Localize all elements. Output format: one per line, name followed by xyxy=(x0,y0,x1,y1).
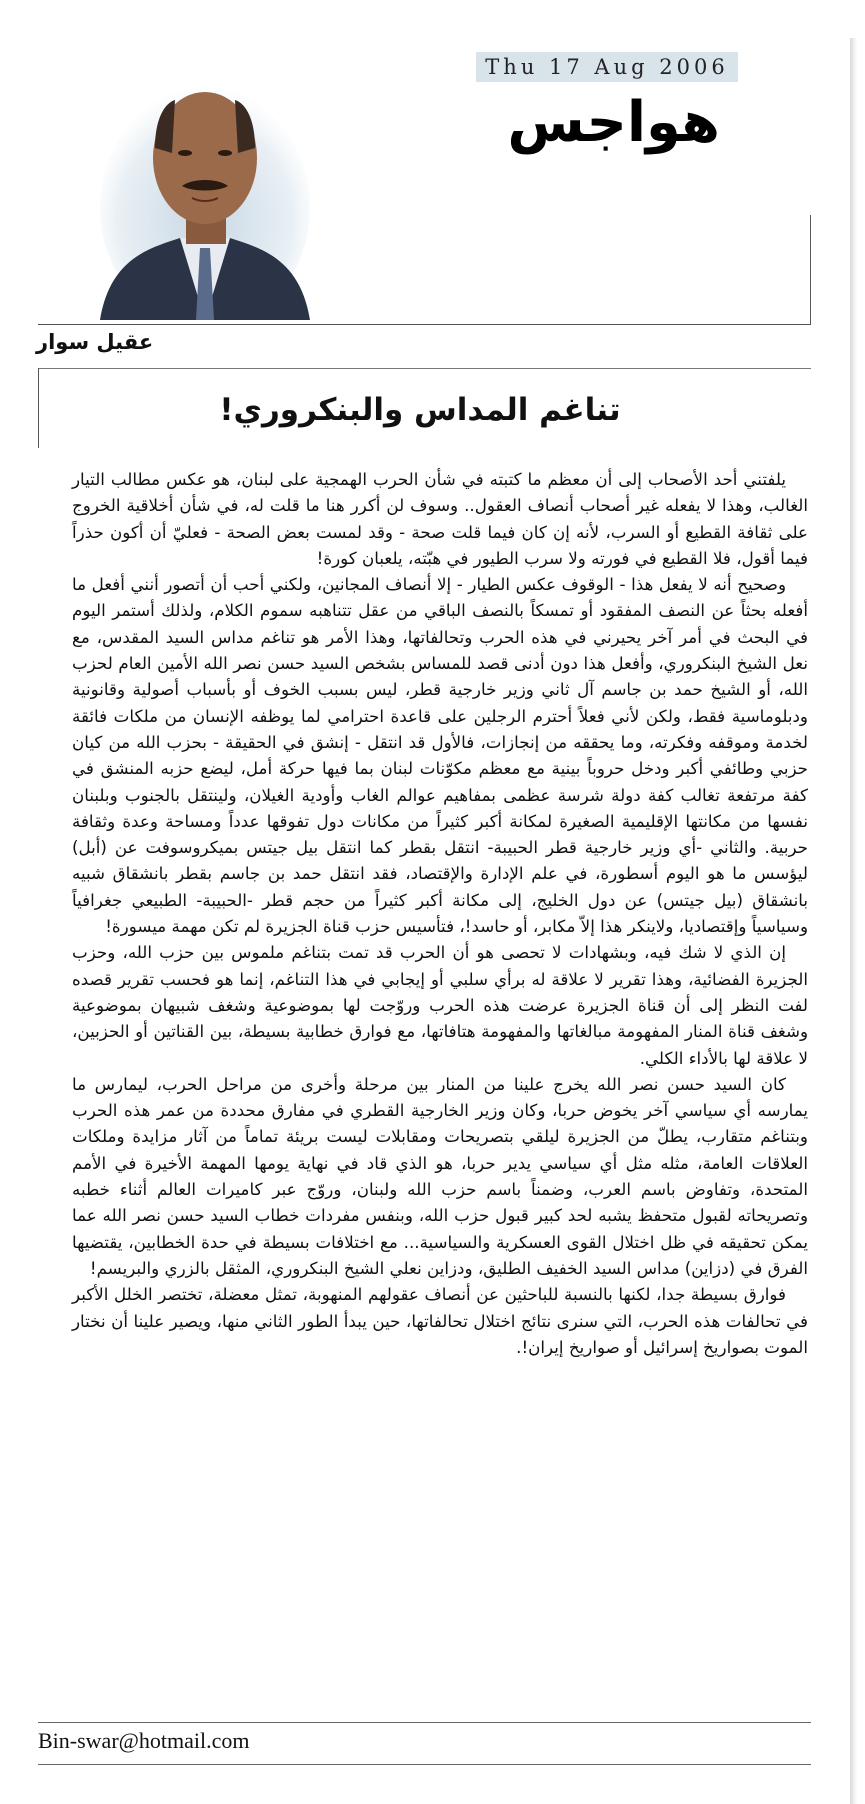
article-paragraph: فوارق بسيطة جدا، لكنها بالنسبة للباحثين عن أنصاف عقولهم المنهوبة، تمثل معضلة، تختصر الخلل الأكبر في تحالفات هذه الحرب، التي سنرى نتائج اختلال تحالفاتها، حين يبدأ الطور الثاني منها، ويصير علينا أن نختار الموت بصواريخ إسرائيل أو صواريخ إيران!. xyxy=(72,1284,808,1357)
author-email: Bin-swar@hotmail.com xyxy=(38,1728,250,1753)
article-body xyxy=(72,466,808,1360)
article-headline: تناغم المداس والبنكروري! xyxy=(219,392,621,428)
publication-date: Thu 17 Aug 2006 xyxy=(476,52,738,82)
header-frame-line xyxy=(810,215,811,325)
article-paragraph: وصحيح أنه لا يفعل هذا - الوقوف عكس الطيار - إلا أنصاف المجانين، ولكني أحب أن أتصور أنني أفعل ما أفعله بحثاً عن النصف المفقود أو تمسكاً بالنصف الباقي من عقل تتناهبه سموم الكلام، ولذلك أستمر اليوم في البحث في أمر آخر يحيرني في هذه الحرب وتحالفاتها، وهذا الأمر هو تناغم مداس السيد المقدس، مع نعل الشيخ البنكروري، وأفعل هذا دون أدنى قصد للمساس بشخص السيد حسن نصر الله الأمين العام لحزب الله، أو الشيخ حمد بن جاسم آل ثاني وزير خارجية قطر، ليس بسبب الخوف أو بأسباب أصولية وقانونية ودبلوماسية فقط، ولكن لأني فعلاً أحترم الرجلين على قاعدة احترامي لما يوظفه الإنسان من ملكات فائقة لخدمة وموقفه وفكرته، وما يحققه من إنجازات، فالأول قد انتقل - إنشق في الحقيقة - بحزب الله من كيان حزبي وطائفي أكبر ودخل حروباً بينية مع معظم مكوّنات لبنان بما فيها حركة أمل، ليضع حزبه المنشق في كفة مرتفعة تغالب كفة دولة شرسة عظمى بمفاهيم عوالم الغاب وأودية الغيلان، ولينتقل بالجنوب وبلبنان نفسها من مكانتها الإقليمية الصغيرة لمكانة أكبر كثيراً من مكانات دول تفوقها عدداً ومساحة وعدة وثقافة حربية. والثاني -أي وزير خارجية قطر الحبيبة- انتقل بقطر كما انتقل بيل جيتس بميكروسوفت عن (أبل) ليؤسس ما هو اليوم أسطورة، في علم الإدارة والإقتصاد، فقد انتقل حمد بن جاسم بقطر بانشقاق شبيه بانشقاق (بيل جيتس) عن دول الخليج، إلى مكانة أكبر كثيراً من حجم قطر -الحبيبة- الطبيعي جغرافياً وسياسياً وإقتصاديا، ولاينكر هذا إلاّ مكابر، أو حاسد!، فتأسيس حزب قناة الجزيرة لم تكن مهمة ميسورة! xyxy=(72,574,808,937)
article-paragraph: كان السيد حسن نصر الله يخرج علينا من المنار بين مرحلة وأخرى من مراحل الحرب، ليمارس ما يمارسه أي سياسي آخر يخوض حربا، وكان وزير الخارجية القطري في مفارق محددة من عمر هذه الحرب وبتناغم متقارب، يطلّ من الجزيرة ليلقي بتصريحات ومقابلات ليست بريئة تماماً من آثار مزايدة وملكات العلاقات العامة، مثله مثل أي سياسي يدير حربا، هو الذي قاد في نهاية يومها المهمة الأخيرة في الأمم المتحدة، وتفاوض باسم العرب، وضمناً باسم حزب الله ولبنان، وروّج عبر كاميرات العالم أثناء خطبه وتصريحاته لقبول متحفظ يشبه لحد كبير قبول حزب الله، وبنفس مفردات خطاب السيد حسن نصر الله عما يمكن تحقيقه في ظل اختلال القوى العسكرية والسياسية... مع اختلافات بسيطة في حدة الخطابين، يقتضيها الفرق في (دزاين) مداس السيد الخفيف الطليق، ودزاين نعلي الشيخ البنكروري، المثقل بالزري والبريسم! xyxy=(72,1073,808,1278)
header-divider xyxy=(38,324,811,325)
article-paragraph: يلفتني أحد الأصحاب إلى أن معظم ما كتبته في شأن الحرب الهمجية على لبنان، هو عكس مطالب التيار الغالب، وهذا لا يفعله غير أصحاب أنصاف العقول.. وسوف لن أكرر هنا ما قلت له، في شأن أخلاقية الخروج على ثقافة القطيع أو السرب، لأنه إن كان فيما قلت صحة - وقد لمست بعض الصحة - فعليّ أن أكون حذراً فيما أقول، فلا القطيع في فورته ولا سرب الطيور في هبّته، يلعبان كورة! xyxy=(72,469,808,568)
author-photo xyxy=(100,58,310,320)
author-divider xyxy=(38,368,811,369)
author-name: عقيل سوار xyxy=(36,330,154,354)
article-paragraph: إن الذي لا شك فيه، وبشهادات لا تحصى هو أن الحرب قد تمت بتناغم ملموس بين حزب الله، وحزب الجزيرة الفضائية، وهذا تقرير لا علاقة له برأي سلبي أو إيجابي في هذا التناغم، إنما هو فحسب تقرير قصده لفت النظر إلى أن قناة الجزيرة عرضت هذه الحرب وروّجت لها بموضوعية وشغف شبيهان بموضوعية وشغف قناة المنار المفهومة مبالغاتها والمفهومة هتافاتها، مع فوارق خطابية بسيطة، بين القناتين أو الحزبين، لا علاقة لها بالأداء الكلي. xyxy=(72,942,808,1068)
column-title: هواجس xyxy=(507,90,720,155)
footer-divider-top xyxy=(38,1722,811,1723)
article-frame-line xyxy=(38,368,39,448)
page-edge-shadow xyxy=(850,38,858,1804)
footer-divider-bottom xyxy=(38,1764,811,1765)
